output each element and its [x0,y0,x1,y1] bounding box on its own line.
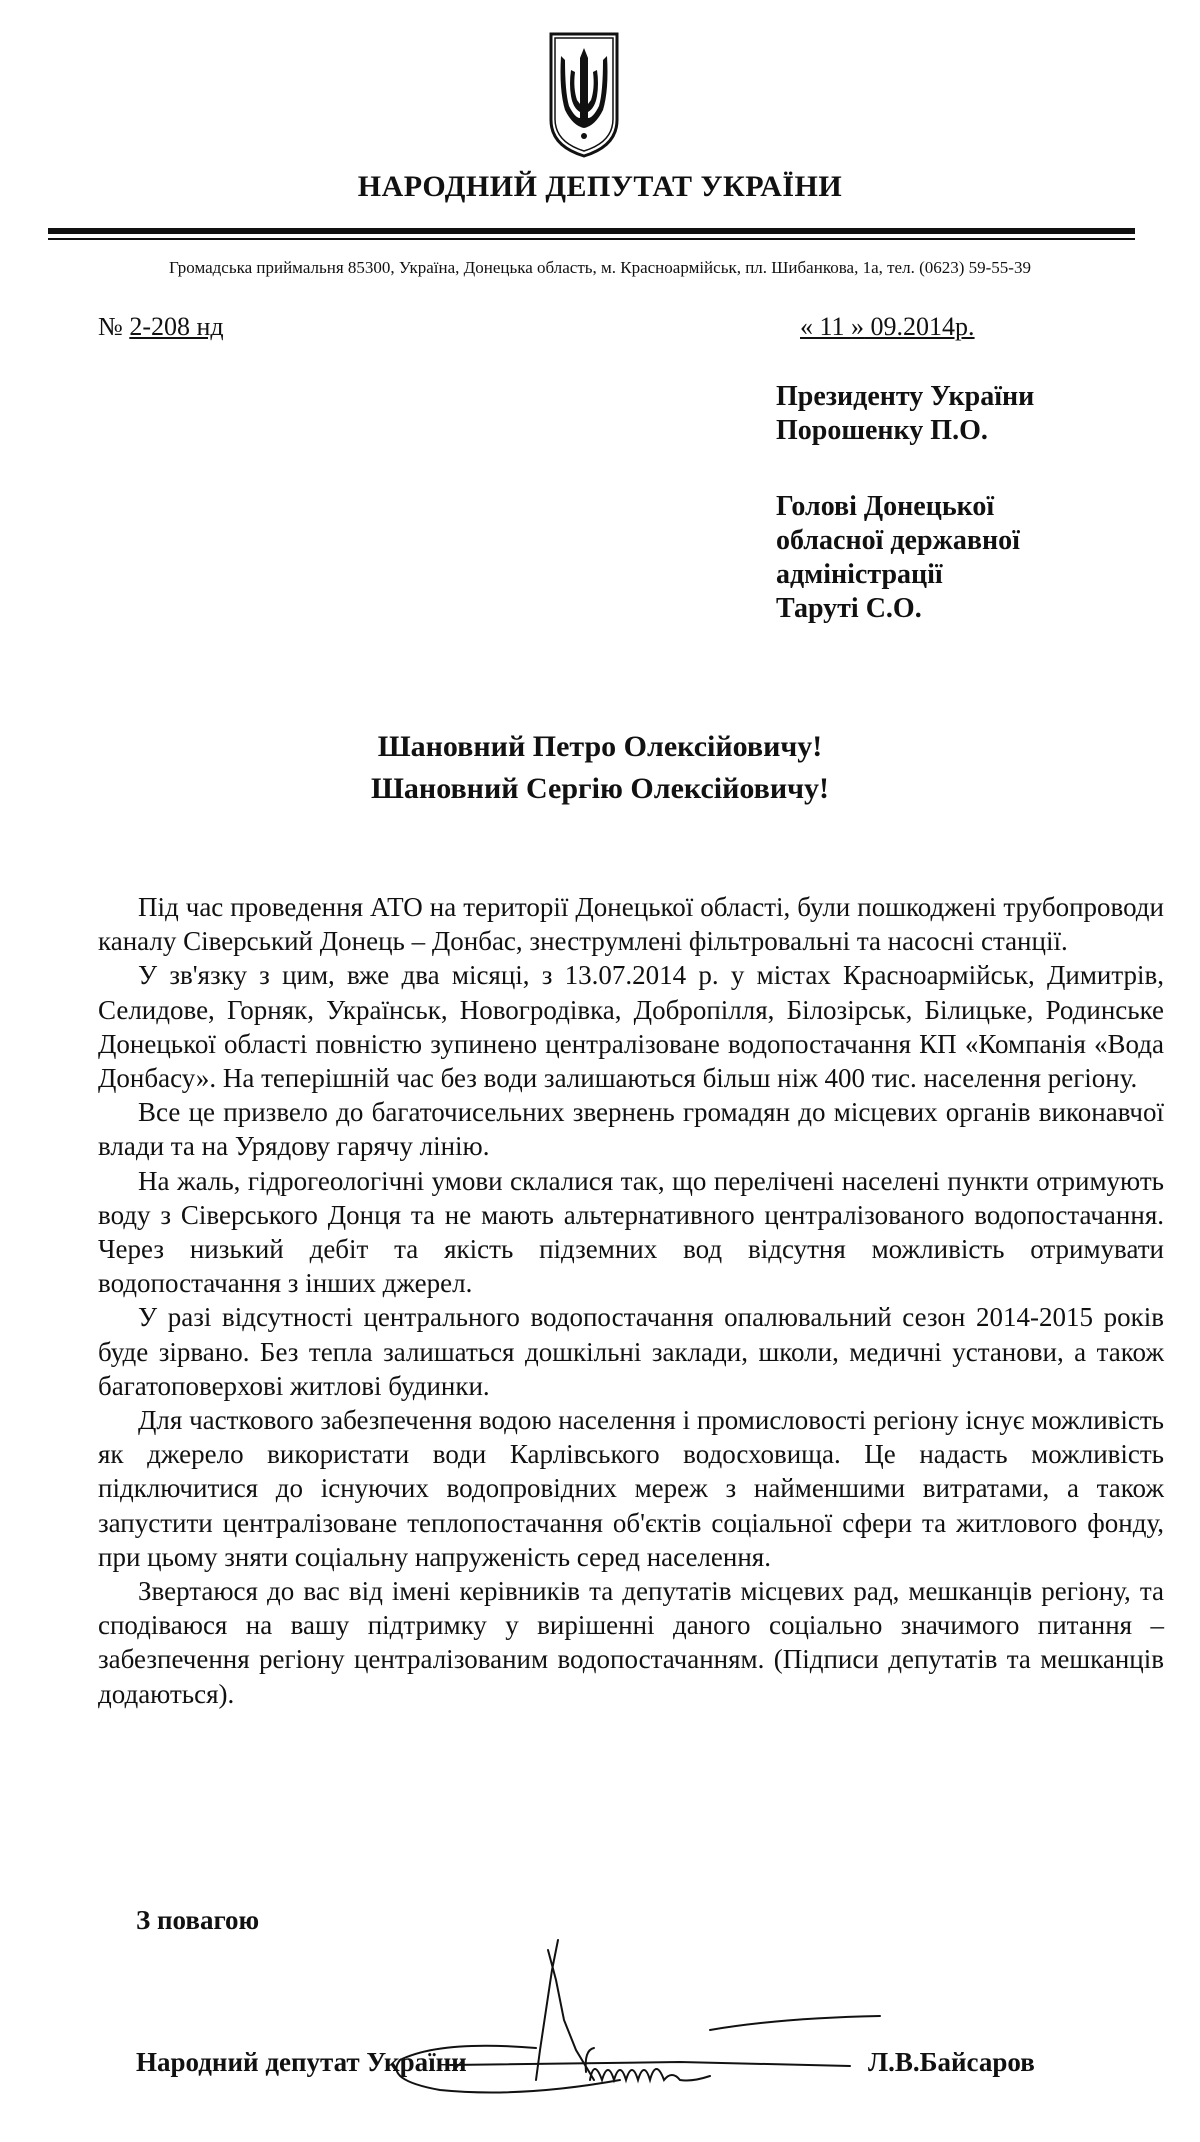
trident-coat-of-arms-icon [547,30,621,160]
closing-regards: З повагою [136,1905,260,1935]
number-prefix: № [98,312,123,341]
addressee-line: обласної державної [776,525,1020,556]
registration-date [800,312,975,342]
body-paragraph: У разі відсутності центрального водопостачання опалювальний сезон 2014-2015 років буде зірвано. Без тепла залишаться дошкільні заклади, школи, медичні установи, а також багатоповерхові житлові будинки. [98,1302,1164,1401]
greeting [0,726,1200,810]
body-paragraph: Звертаюся до вас від імені керівників та депутатів місцевих рад, мешканців регіону, та сподіваюся на вашу підтримку у вирішенні даного соціально значимого питання – забезпечення регіону централізованим водопостачанням. (Підписи депутатів та мешканців додаються). [98,1576,1164,1709]
letter-body [98,890,1164,1711]
header-divider-thin [48,238,1135,240]
addressee-line: адміністрації [776,559,943,590]
greeting-line: Шановний Сергію Олексійовичу! [370,772,830,805]
signer-title: Народний депутат України [136,2047,467,2077]
reception-address: Громадська приймальня 85300, Україна, Донецька область, м. Красноармійськ, пл. Шибанкова, 1а, тел. (0623) 59-55-39 [169,258,1031,277]
greeting-line: Шановний Петро Олексійовичу! [377,730,823,763]
addressee-line: Голові Донецької [776,491,995,522]
registration-number [98,312,224,342]
signer-name: Л.В.Байсаров [868,2047,1035,2077]
date-open-quote: « [800,312,813,341]
date-month-year: 09.2014р. [864,312,975,341]
addressee-line: Таруті С.О. [776,593,922,624]
body-paragraph: У зв'язку з цим, вже два місяці, з 13.07.2014 р. у містах Красноармійськ, Димитрів, Селидове, Горняк, Українськ, Новогродівка, Добропілля, Білозірськ, Білицьке, Родинське Донецької області повністю зупинено централізоване водопостачання КП «Компанія «Вода Донбасу». На теперішній час без води залишаються більш ніж 400 тис. населення регіону. [98,960,1164,1094]
body-paragraph: Для часткового забезпечення водою населення і промисловості регіону існує можливість як джерело використати води Карлівського водосховища. Це надасть можливість підключитися до існуючих водопровідних мереж з найменшими витратами, а також запустити централізоване теплопостачання об'єктів соціальної сфери та житлового фонду, при цьому зняти соціальну напруженість серед населення. [98,1405,1164,1572]
addressee-line: Президенту України [776,381,1035,412]
date-day: 11 [813,312,852,341]
page-title: НАРОДНИЙ ДЕПУТАТ УКРАЇНИ [357,170,843,203]
date-close-quote: » [851,312,865,341]
addressee-line: Порошенку П.О. [776,415,988,446]
number-value: 2-208 нд [129,312,224,341]
body-paragraph: Під час проведення АТО на території Донецької області, були пошкоджені трубопроводи каналу Сіверський Донець – Донбас, знеструмлені фільтровальні та насосні станції. [98,892,1164,957]
addressee-governor [776,490,1020,626]
addressee-president [776,380,1034,448]
body-paragraph: На жаль, гідрогеологічні умови склалися так, що перелічені населені пункти отримують воду з Сіверського Донця та не мають альтернативного централізованого водопостачання. Через низький дебіт та якість підземних вод відсутня можливість отримувати водопостачання з інших джерел. [98,1165,1164,1299]
header-divider [48,228,1135,234]
body-paragraph: Все це призвело до багаточисельних звернень громадян до місцевих органів виконавчої влади та на Урядову гарячу лінію. [98,1097,1164,1162]
